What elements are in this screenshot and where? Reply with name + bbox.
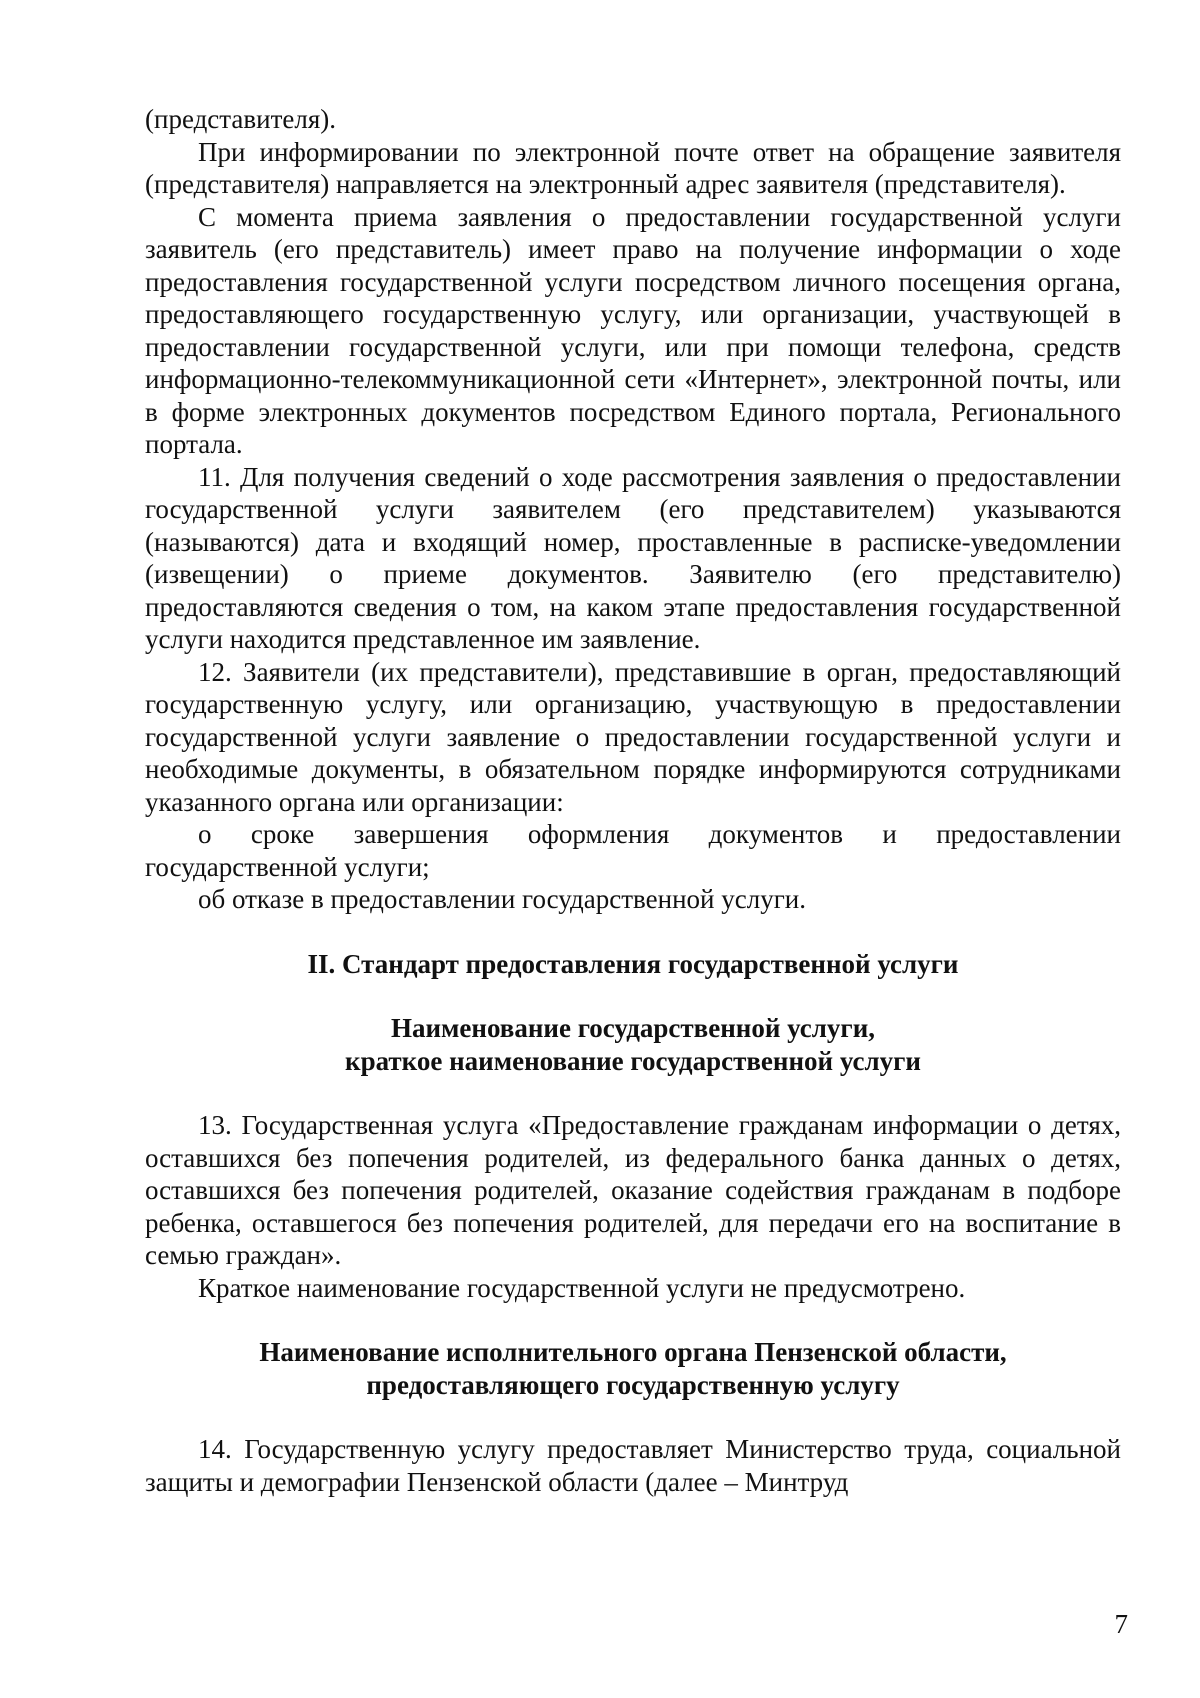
page-number: 7 xyxy=(1114,1609,1128,1639)
paragraph-progress-info: С момента приема заявления о предоставлении государственной услуги заявитель (его представитель) имеет право на получение информации о ходе предоставления государственной услуги посредством личного посещения органа, предоставляющего государственную услугу, или организации, участвующей в предоставлении государственной услуги, или при помощи телефона, средств информационно-телекоммуникационной сети «Интернет», электронной почты, или в форме электронных документов посредством Единого портала, Регионального портала. xyxy=(145,201,1121,459)
paragraph-item-11: 11. Для получения сведений о ходе рассмотрения заявления о предоставлении государственной услуги заявителем (его представителем) указываются (называются) дата и входящий номер, проставленные в расписке-уведомлении (извещении) о приеме документов. Заявителю (его представителю) предоставляются сведения о том, на каком этапе предоставления государственной услуги находится представленное им заявление. xyxy=(145,461,1121,654)
heading-service-name-line1: Наименование государственной услуги, xyxy=(390,1013,876,1043)
paragraph-item-14: 14. Государственную услугу предоставляет Министерство труда, социальной защиты и демографии Пензенской области (далее – Минтруд xyxy=(145,1434,1121,1497)
spacer xyxy=(145,916,1121,948)
paragraph-continuation: (представителя). xyxy=(145,104,337,134)
paragraph-deadline: о сроке завершения оформления документов и предоставлении государственной услуги; xyxy=(145,819,1121,882)
document-page xyxy=(145,103,1121,1498)
spacer xyxy=(145,1401,1121,1433)
spacer xyxy=(145,980,1121,1012)
paragraph-short-name: Краткое наименование государственной услуги не предусмотрено. xyxy=(198,1272,966,1303)
heading-authority-line1: Наименование исполнительного органа Пензенской области, xyxy=(259,1337,1007,1367)
heading-service-name-line2: краткое наименование государственной услуги xyxy=(345,1045,921,1076)
section-title: II. Стандарт предоставления государственной услуги xyxy=(307,948,959,979)
spacer xyxy=(145,1077,1121,1109)
heading-authority-line2: предоставляющего государственную услугу xyxy=(366,1369,900,1400)
spacer xyxy=(145,1304,1121,1336)
paragraph-item-13: 13. Государственная услуга «Предоставление гражданам информации о детях, оставшихся без попечения родителей, из федерального банка данных о детях, оставшихся без попечения родителей, оказание содействия гражданам в подборе ребенка, оставшегося без попечения родителей, для передачи его на воспитание в семью граждан». xyxy=(145,1110,1121,1270)
paragraph-email-info: При информировании по электронной почте ответ на обращение заявителя (представителя) направляется на электронный адрес заявителя (представителя). xyxy=(145,136,1121,199)
paragraph-refusal: об отказе в предоставлении государственной услуги. xyxy=(198,884,806,914)
paragraph-item-12: 12. Заявители (их представители), представившие в орган, предоставляющий государственную услугу, или организацию, участвующую в предоставлении государственной услуги заявление о предоставлении государственной услуги и необходимые документы, в обязательном порядке информируются сотрудниками указанного органа или организации: xyxy=(145,656,1121,817)
